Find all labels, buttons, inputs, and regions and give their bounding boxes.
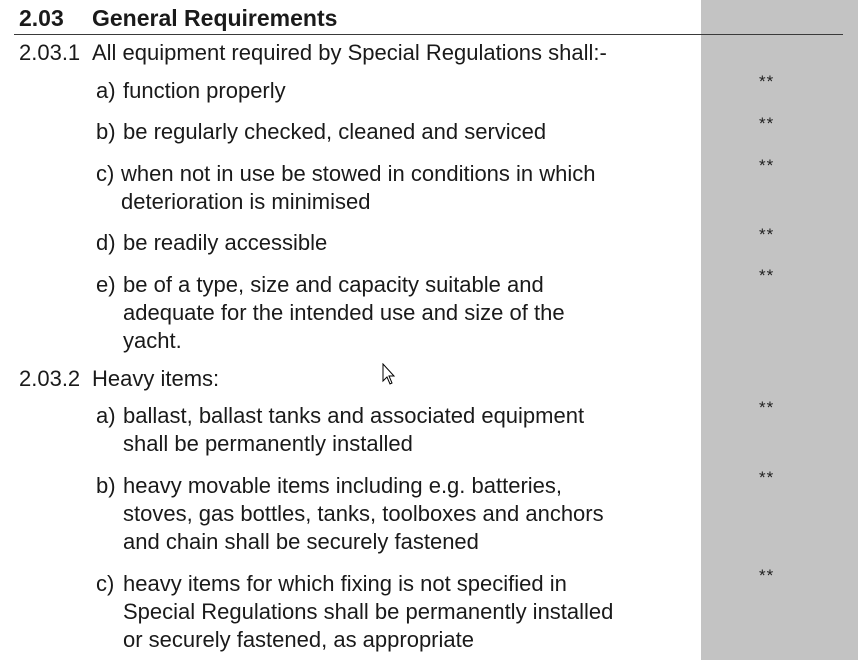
subsection-text: Heavy items: <box>92 366 220 391</box>
marker: ** <box>759 398 775 417</box>
subsection-text: All equipment required by Special Regulations shall:- <box>92 40 607 65</box>
list-item <box>96 77 286 105</box>
marker: ** <box>759 72 775 91</box>
item-line: yacht. <box>123 328 182 353</box>
item-line: or securely fastened, as appropriate <box>123 627 474 652</box>
subsection-2-03-1 <box>19 40 607 66</box>
subsection-number: 2.03.2 <box>19 366 81 391</box>
heading-title: General Requirements <box>92 5 338 31</box>
list-item <box>96 160 596 216</box>
item-letter: c) <box>96 161 115 186</box>
subsection-number: 2.03.1 <box>19 40 81 65</box>
marker: ** <box>759 225 775 244</box>
item-line: Special Regulations shall be permanently installed <box>123 599 614 624</box>
item-letter: c) <box>96 571 115 596</box>
heading-rule <box>14 34 843 35</box>
item-line: be regularly checked, cleaned and serviced <box>123 119 547 144</box>
item-line: shall be permanently installed <box>123 431 413 456</box>
list-item <box>96 229 327 257</box>
section-heading <box>19 5 337 32</box>
heading-number: 2.03 <box>19 5 64 31</box>
mouse-pointer-icon <box>382 363 396 387</box>
marker: ** <box>759 266 775 285</box>
item-line: deterioration is minimised <box>121 189 371 214</box>
item-line: ballast, ballast tanks and associated equipment <box>123 403 585 428</box>
margin-column <box>701 0 858 660</box>
list-item <box>96 118 546 146</box>
item-line: and chain shall be securely fastened <box>123 529 479 554</box>
list-item <box>96 472 604 556</box>
item-line: adequate for the intended use and size of the <box>123 300 565 325</box>
item-line: be readily accessible <box>123 230 328 255</box>
item-line: function properly <box>123 78 286 103</box>
list-item <box>96 570 613 654</box>
item-letter: b) <box>96 473 116 498</box>
item-line: when not in use be stowed in conditions in which <box>121 161 596 186</box>
item-line: be of a type, size and capacity suitable and <box>123 272 544 297</box>
list-item <box>96 271 565 355</box>
marker: ** <box>759 114 775 133</box>
item-line: heavy items for which fixing is not specified in <box>123 571 567 596</box>
marker: ** <box>759 468 775 487</box>
marker: ** <box>759 566 775 585</box>
item-letter: a) <box>96 78 116 103</box>
list-item <box>96 402 584 458</box>
subsection-2-03-2 <box>19 366 219 392</box>
item-letter: d) <box>96 230 116 255</box>
item-letter: b) <box>96 119 116 144</box>
item-letter: e) <box>96 272 116 297</box>
item-letter: a) <box>96 403 116 428</box>
marker: ** <box>759 156 775 175</box>
item-line: heavy movable items including e.g. batteries, <box>123 473 563 498</box>
item-line: stoves, gas bottles, tanks, toolboxes and anchors <box>123 501 604 526</box>
